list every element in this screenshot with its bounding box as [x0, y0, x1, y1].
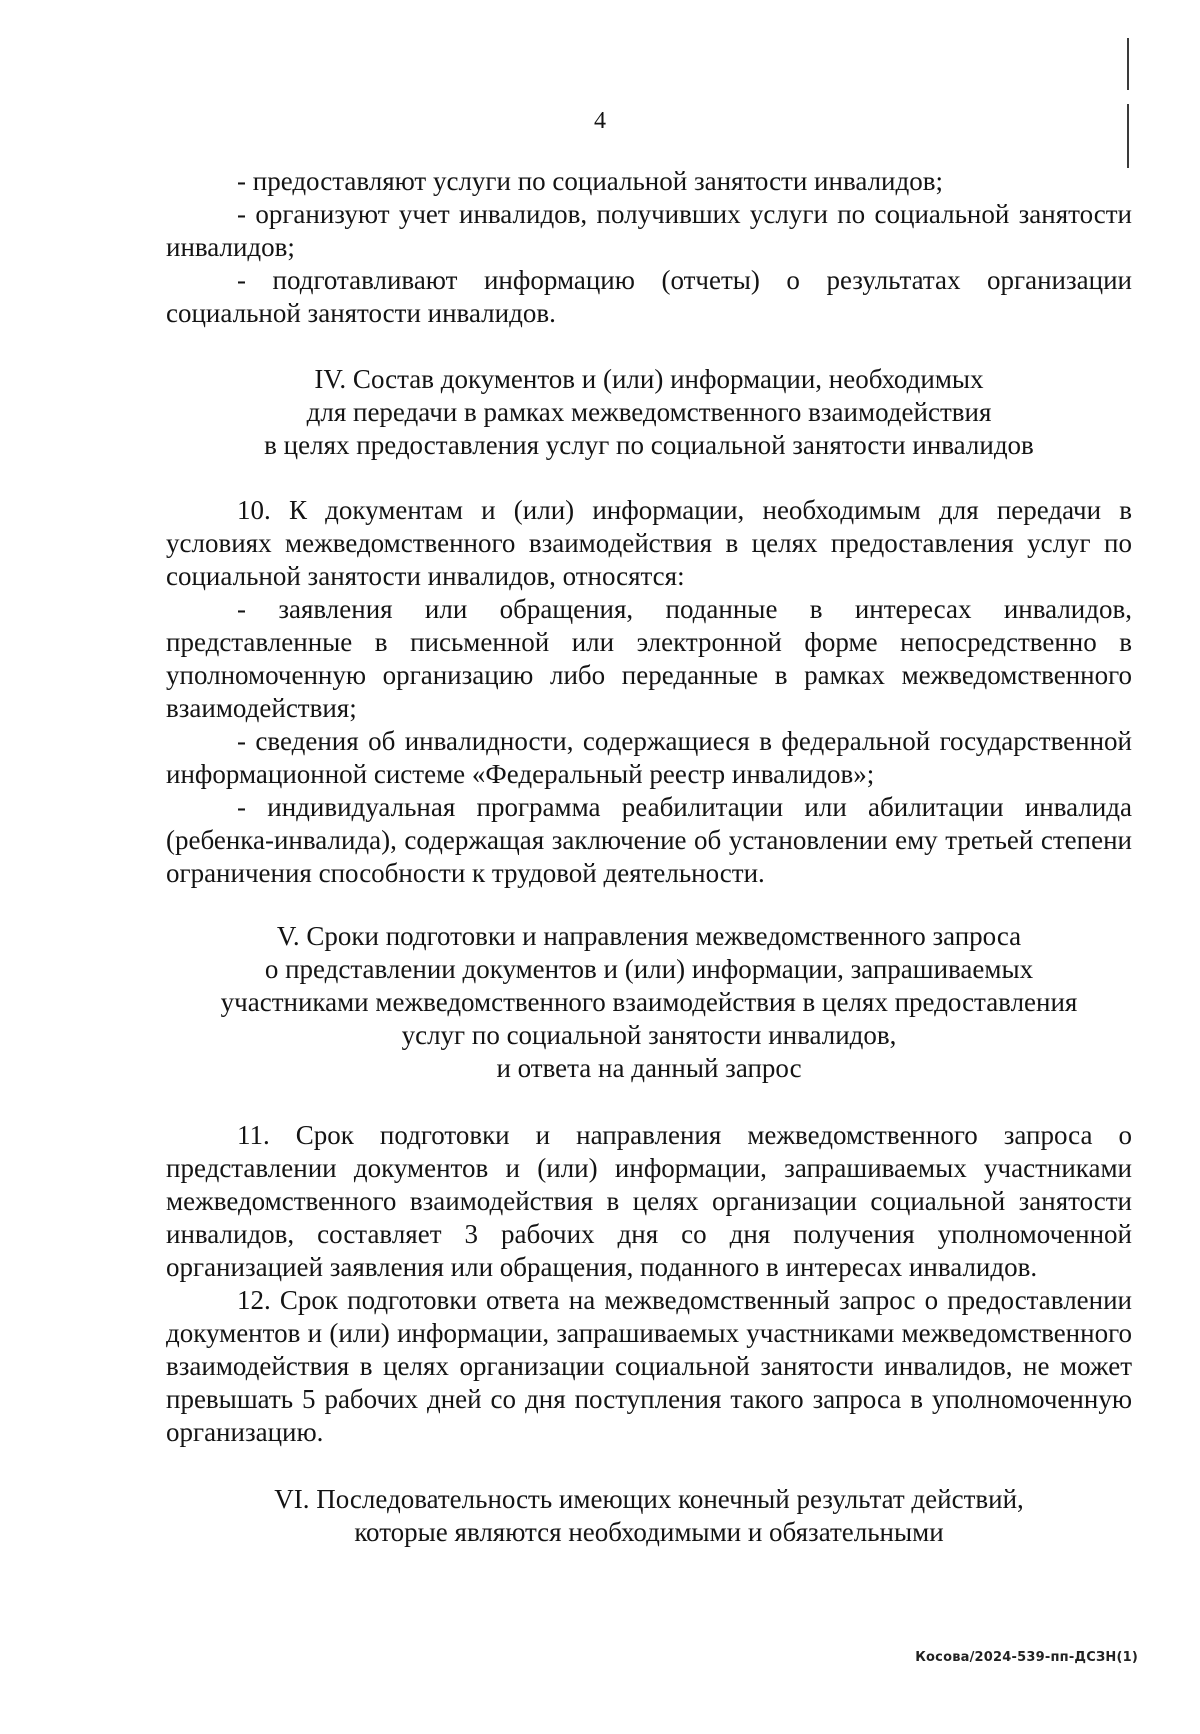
- paragraph-provide-services: - предоставляют услуги по социальной занятости инвалидов;: [237, 166, 943, 196]
- section-4-heading: [166, 363, 1132, 462]
- scan-edge-mark-top: [1127, 38, 1129, 90]
- section-4-heading-line: IV. Состав документов и (или) информации, необходимых: [314, 364, 984, 394]
- section-6-heading-line: которые являются необходимыми и обязательными: [354, 1517, 944, 1547]
- section-6-heading-line: VI. Последовательность имеющих конечный результат действий,: [274, 1484, 1024, 1514]
- section-5-heading-line: участниками межведомственного взаимодействия в целях предоставления: [220, 987, 1078, 1017]
- paragraph-organize-records: - организуют учет инвалидов, получивших услуги по социальной занятости инвалидов;: [166, 199, 1132, 262]
- section-6-heading: [166, 1483, 1132, 1549]
- section-5-heading-line: V. Сроки подготовки и направления межведомственного запроса: [276, 921, 1022, 951]
- section-4-heading-line: для передачи в рамках межведомственного взаимодействия: [306, 397, 992, 427]
- section-5-heading-line: и ответа на данный запрос: [496, 1053, 802, 1083]
- paragraph-10: 10. К документам и (или) информации, необходимым для передачи в условиях межведомственного взаимодействия в целях предоставления услуг по социальной занятости инвалидов, относятся:: [166, 495, 1132, 591]
- document-body: [166, 165, 1132, 1549]
- document-code-footer: Косова/2024-539-пп-ДСЗН(1): [915, 1650, 1138, 1665]
- paragraph-prepare-reports: - подготавливают информацию (отчеты) о результатах организации социальной занятости инвалидов.: [166, 265, 1132, 328]
- section-5-heading-line: услуг по социальной занятости инвалидов,: [401, 1020, 897, 1050]
- paragraph-12: 12. Срок подготовки ответа на межведомственный запрос о предоставлении документов и (или) информации, запрашиваемых участниками межведомственного взаимодействия в целях организации социальной занятости инвалидов, не может превышать 5 рабочих дней со дня поступления такого запроса в уполномоченную организацию.: [166, 1285, 1132, 1447]
- paragraph-11: 11. Срок подготовки и направления межведомственного запроса о представлении документов и (или) информации, запрашиваемых участниками межведомственного взаимодействия в целях организации социальной занятости инвалидов, составляет 3 рабочих дня со дня получения уполномоченной организацией заявления или обращения, поданного в интересах инвалидов.: [166, 1120, 1132, 1282]
- page-number: 4: [594, 108, 606, 134]
- paragraph-applications: - заявления или обращения, поданные в интересах инвалидов, представленные в письменной или электронной форме непосредственно в уполномоченную организацию либо переданные в рамках межведомственного взаимодействия;: [166, 594, 1132, 723]
- section-5-heading: [166, 920, 1132, 1085]
- paragraph-rehab-program: - индивидуальная программа реабилитации или абилитации инвалида (ребенка-инвалида), содержащая заключение об установлении ему третьей степени ограничения способности к трудовой деятельности.: [166, 792, 1132, 888]
- section-4-heading-line: в целях предоставления услуг по социальной занятости инвалидов: [264, 430, 1034, 460]
- paragraph-disability-info: - сведения об инвалидности, содержащиеся в федеральной государственной информационной системе «Федеральный реестр инвалидов»;: [166, 726, 1132, 789]
- section-5-heading-line: о представлении документов и (или) информации, запрашиваемых: [264, 954, 1034, 984]
